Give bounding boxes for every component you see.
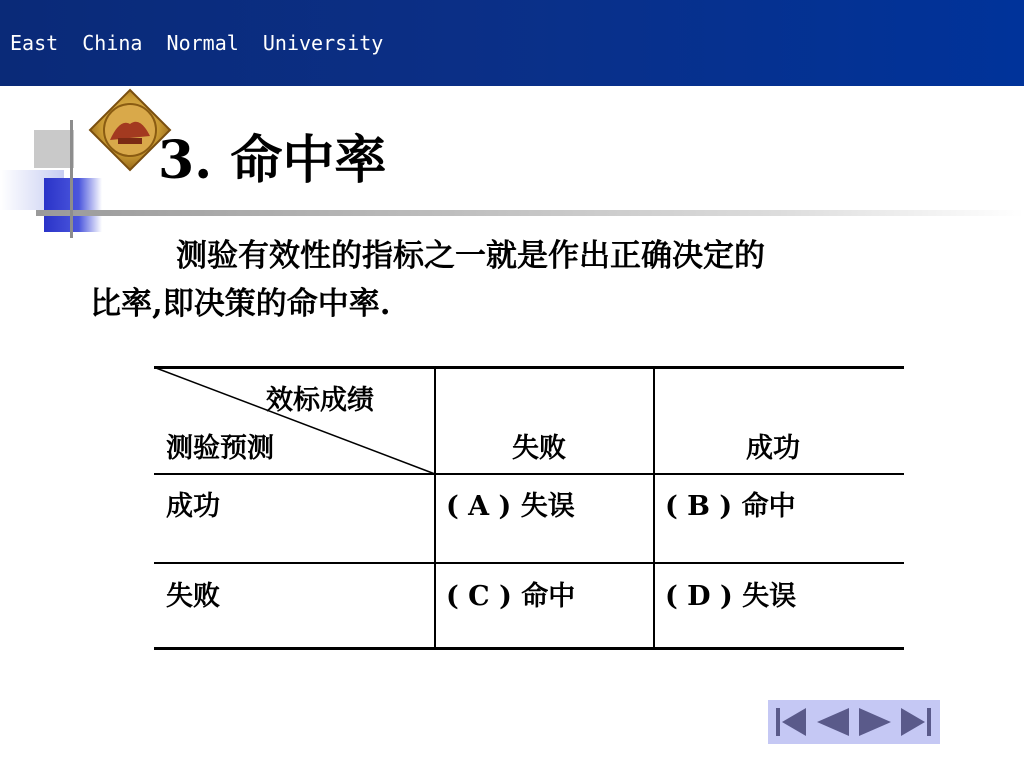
cell-c: ( C ) 命中 — [446, 581, 576, 612]
next-slide-icon[interactable] — [854, 700, 897, 744]
table-bottom-rule — [154, 647, 904, 650]
row-label-fail: 失败 — [166, 581, 220, 612]
header-title: East China Normal University — [10, 31, 384, 55]
cell-a: ( A ) 失误 — [446, 491, 575, 522]
col-header-success: 成功 — [746, 433, 800, 464]
first-slide-icon[interactable] — [768, 700, 811, 744]
corner-header-bottom: 测验预测 — [166, 433, 274, 464]
title-underline — [36, 210, 1024, 216]
col-header-fail: 失败 — [512, 433, 566, 464]
header-bar — [0, 0, 1024, 86]
corner-header-top: 效标成绩 — [266, 385, 374, 416]
hit-rate-table — [154, 366, 904, 650]
cell-b: ( B ) 命中 — [665, 491, 796, 522]
decor-blue-block — [44, 178, 102, 232]
paragraph-line-2: 比率,即决策的命中率. — [90, 286, 391, 322]
decor-gray-block — [34, 130, 74, 168]
table-col-rule-2 — [653, 366, 655, 650]
slide-title: 3. 命中率 — [158, 130, 387, 191]
cell-d: ( D ) 失误 — [665, 581, 797, 612]
last-slide-icon[interactable] — [897, 700, 940, 744]
table-row-rule — [154, 562, 904, 564]
previous-slide-icon[interactable] — [811, 700, 854, 744]
paragraph-line-1: 测验有效性的指标之一就是作出正确决定的 — [176, 238, 765, 274]
slide-navigation — [768, 700, 940, 744]
row-label-success: 成功 — [166, 491, 220, 522]
decor-vertical-line — [70, 120, 73, 238]
intro-paragraph — [90, 232, 950, 328]
